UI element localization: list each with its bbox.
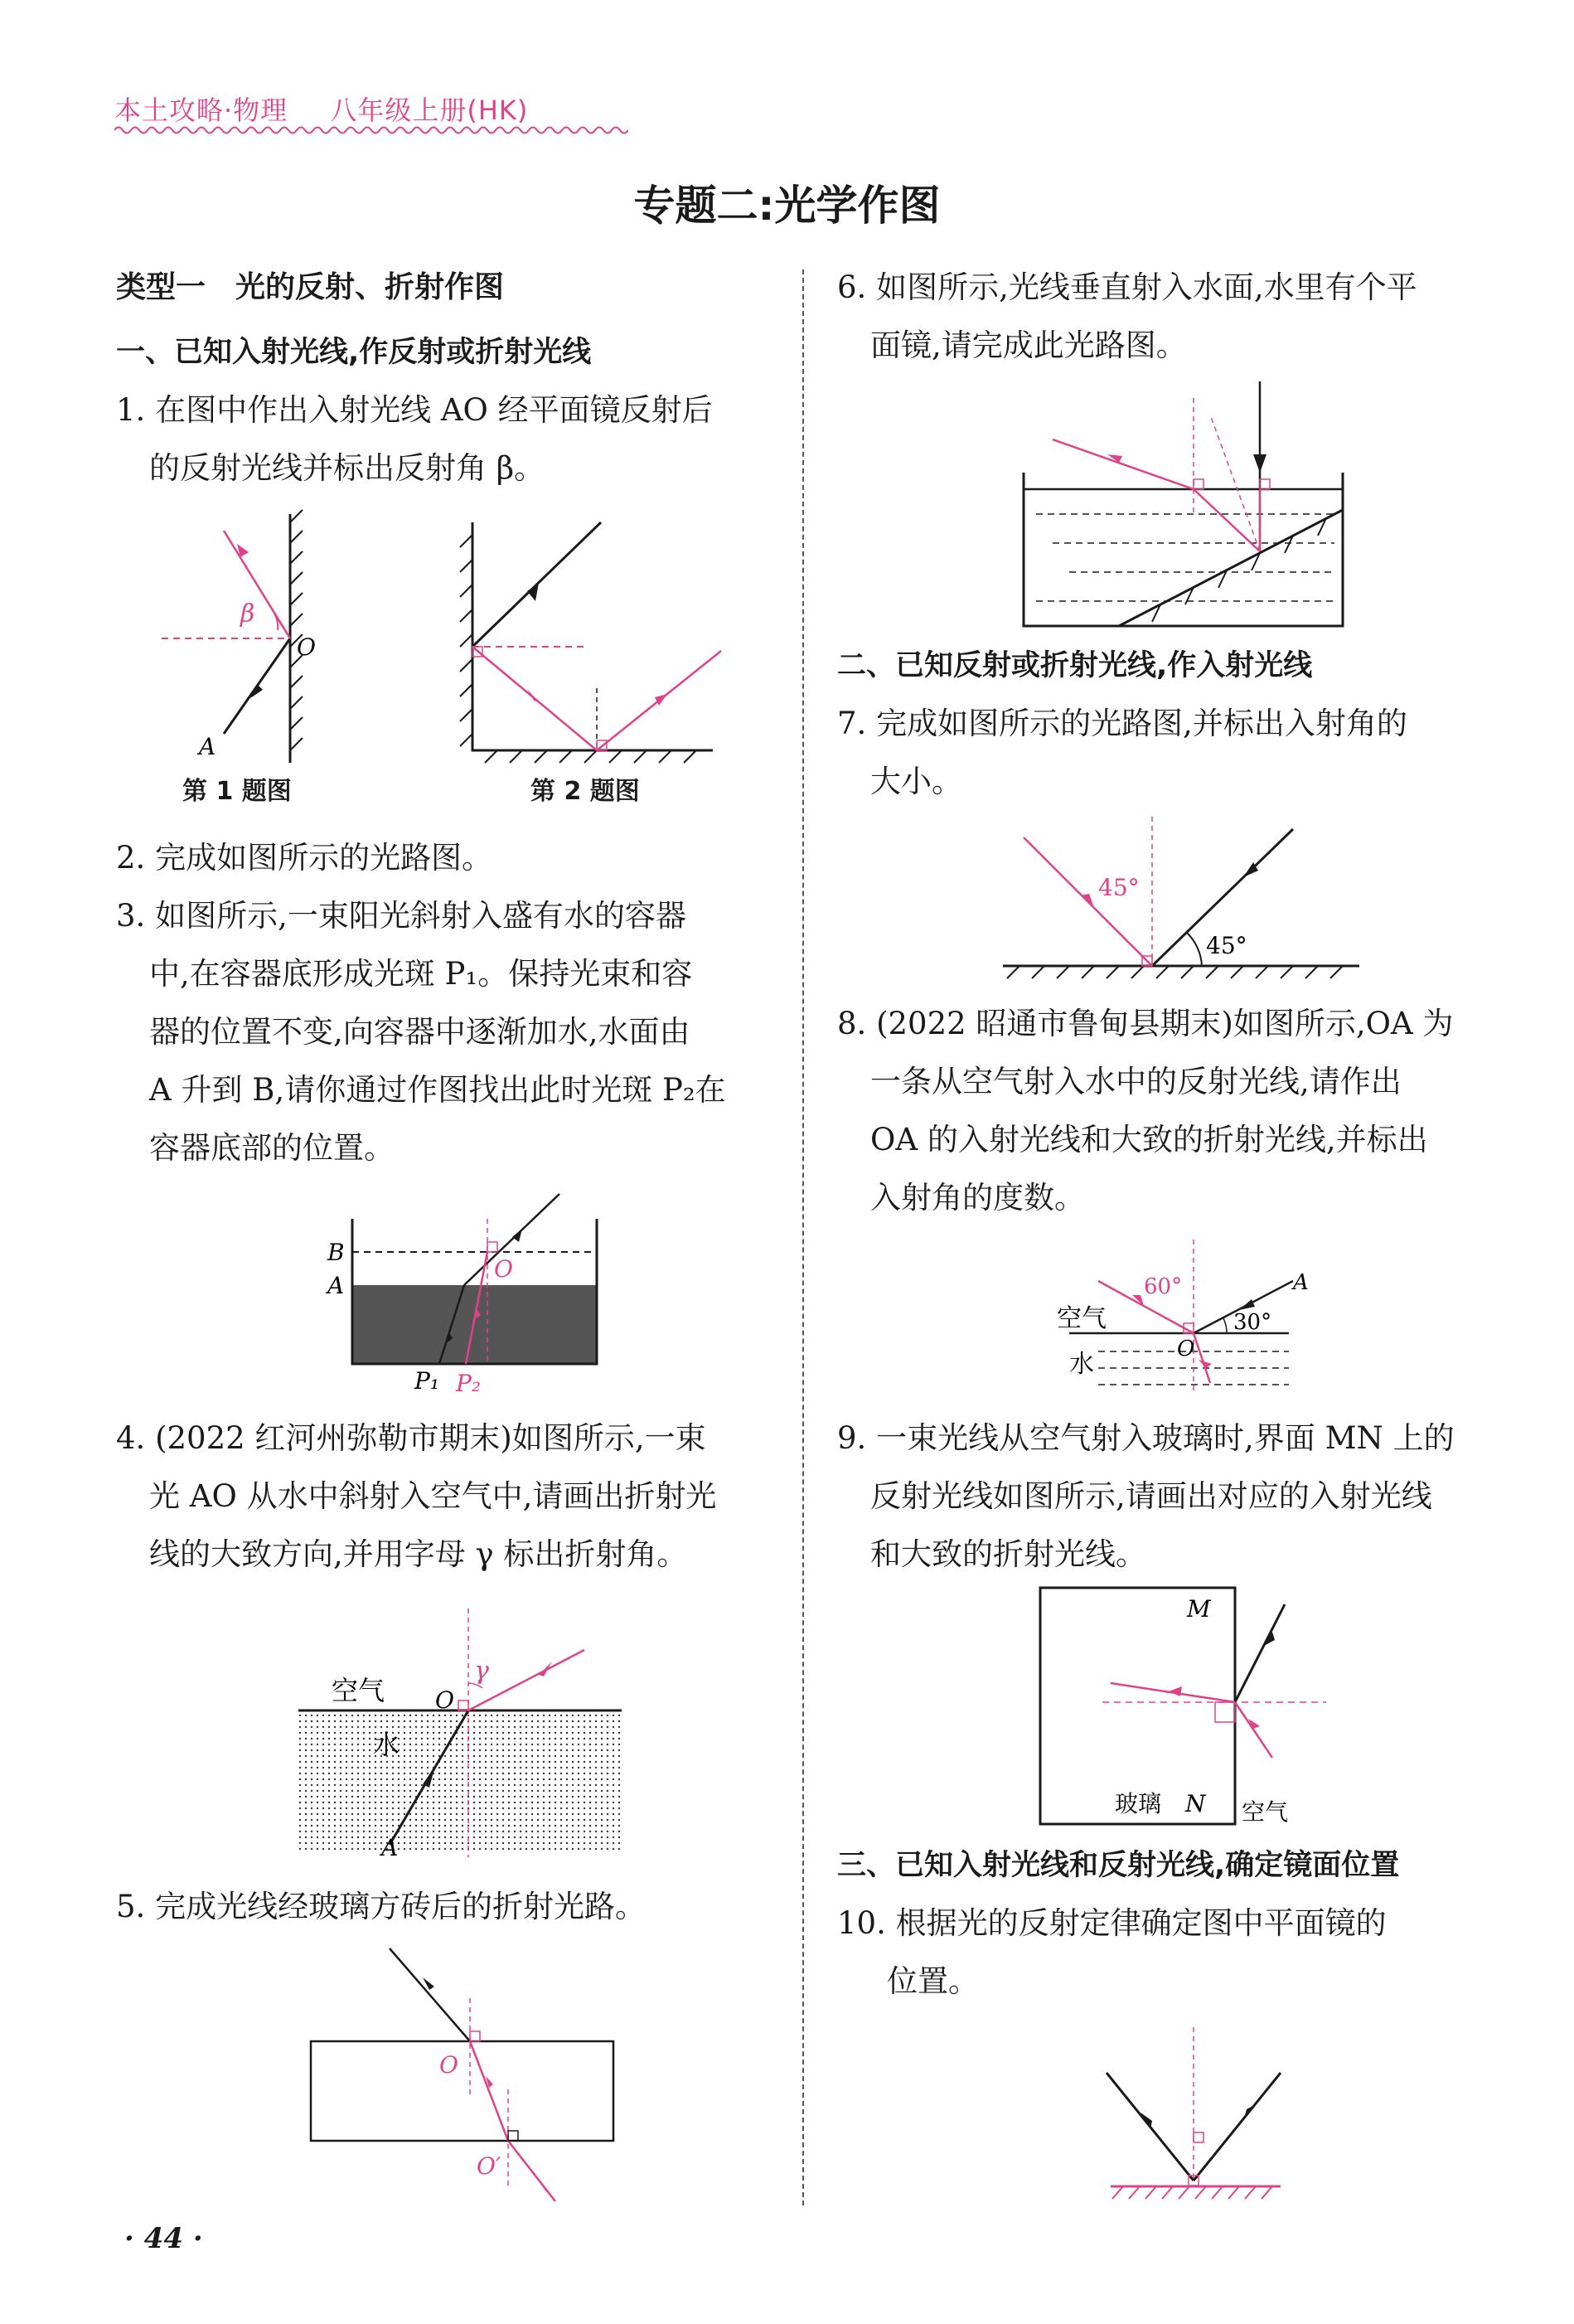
column-divider — [802, 269, 804, 2205]
angle-45-reflected: 45° — [1206, 932, 1247, 959]
figure-6 — [1019, 381, 1351, 638]
water-label: 水 — [373, 1729, 400, 1760]
q6-line1: 6. 如图所示,光线垂直射入水面,水里有个平 — [837, 269, 1417, 305]
grade-label: 八年级上册(HK) — [330, 95, 529, 126]
q3-line2: 中,在容器底形成光斑 P₁。保持光束和容 — [149, 956, 693, 992]
q10-line2: 位置。 — [887, 1963, 979, 1999]
o-label: O — [1177, 1337, 1195, 1361]
p1-label: P₁ — [414, 1367, 440, 1395]
q4-line3: 线的大致方向,并用字母 γ 标出折射角。 — [149, 1536, 688, 1572]
q4-line1: 4. (2022 红河州弥勒市期末)如图所示,一束 — [116, 1420, 706, 1456]
water-label: 水 — [1069, 1350, 1094, 1379]
q7-line2: 大小。 — [870, 764, 962, 799]
page-number: · 44 · — [124, 2222, 203, 2255]
figure-3 — [323, 1186, 622, 1401]
a-label: A — [381, 1834, 399, 1861]
a-label: A — [199, 733, 216, 760]
q3-line3: 器的位置不变,向容器中逐渐加水,水面由 — [149, 1014, 690, 1050]
figure-2 — [448, 510, 729, 767]
figure-1 — [149, 506, 365, 771]
beta-label: β — [240, 599, 255, 628]
q10-line1: 10. 根据光的反射定律确定图中平面镜的 — [837, 1905, 1387, 1941]
figure-9 — [1028, 1584, 1376, 1832]
figure-4 — [298, 1592, 630, 1866]
p2-label: P₂ — [456, 1370, 482, 1397]
o-label: O — [439, 2051, 458, 2079]
a-label: A — [1293, 1270, 1309, 1295]
q9-line1: 9. 一束光线从空气射入玻璃时,界面 MN 上的 — [837, 1420, 1455, 1456]
o-label: O — [435, 1686, 454, 1714]
q8-line4: 入射角的度数。 — [870, 1180, 1085, 1215]
type1-heading: 类型一 光的反射、折射作图 — [116, 270, 505, 304]
q3-line1: 3. 如图所示,一束阳光斜射入盛有水的容器 — [116, 898, 686, 934]
header-underline — [114, 124, 628, 136]
air-label: 空气 — [332, 1675, 385, 1706]
o-label: O — [297, 633, 316, 661]
section2-heading: 二、已知反射或折射光线,作入射光线 — [837, 649, 1313, 682]
book-title: 本土攻略·物理 — [114, 95, 288, 126]
figure-5 — [307, 1940, 622, 2214]
page-title: 专题二:光学作图 — [633, 182, 941, 230]
header — [114, 90, 528, 128]
section1-heading: 一、已知入射光线,作反射或折射光线 — [116, 336, 592, 369]
angle-45-incident: 45° — [1098, 874, 1140, 901]
q5-text: 5. 完成光线经玻璃方砖后的折射光路。 — [116, 1889, 647, 1924]
m-label: M — [1187, 1595, 1211, 1623]
glass-label: 玻璃 — [1115, 1790, 1162, 1817]
figure-7 — [995, 813, 1376, 987]
q4-line2: 光 AO 从水中斜射入空气中,请画出折射光 — [149, 1478, 717, 1514]
o-label: O — [494, 1255, 513, 1283]
section3-heading: 三、已知入射光线和反射光线,确定镜面位置 — [837, 1849, 1400, 1882]
a-label: A — [327, 1272, 345, 1299]
q1-line2: 的反射光线并标出反射角 β。 — [149, 450, 545, 486]
b-label: B — [327, 1239, 345, 1266]
gamma-label: γ — [474, 1657, 489, 1686]
q6-line2: 面镜,请完成此光路图。 — [870, 327, 1187, 363]
q9-line3: 和大致的折射光线。 — [870, 1536, 1146, 1572]
angle-30-label: 30° — [1233, 1310, 1272, 1335]
q3-line5: 容器底部的位置。 — [149, 1130, 395, 1166]
q1-line1: 1. 在图中作出入射光线 AO 经平面镜反射后 — [116, 392, 713, 428]
angle-60-label: 60° — [1144, 1274, 1183, 1299]
air-label: 空气 — [1057, 1304, 1107, 1333]
o-prime-label: O′ — [477, 2152, 501, 2180]
q9-line2: 反射光线如图所示,请画出对应的入射光线 — [870, 1478, 1432, 1514]
q2-text: 2. 完成如图所示的光路图。 — [116, 840, 493, 876]
figure-10 — [1102, 2023, 1293, 2205]
q8-line1: 8. (2022 昭通市鲁甸县期末)如图所示,OA 为 — [837, 1006, 1454, 1041]
n-label: N — [1185, 1790, 1206, 1817]
q8-line3: OA 的入射光线和大致的折射光线,并标出 — [870, 1122, 1428, 1157]
q7-line1: 7. 完成如图所示的光路图,并标出入射角的 — [837, 706, 1407, 741]
q3-line4: A 升到 B,请你通过作图找出此时光斑 P₂在 — [149, 1072, 726, 1108]
fig2-caption: 第 2 题图 — [530, 777, 640, 806]
air-label: 空气 — [1242, 1798, 1289, 1826]
figure-8 — [1053, 1235, 1326, 1401]
fig1-caption: 第 1 题图 — [182, 777, 292, 806]
q8-line2: 一条从空气射入水中的反射光线,请作出 — [870, 1064, 1402, 1099]
